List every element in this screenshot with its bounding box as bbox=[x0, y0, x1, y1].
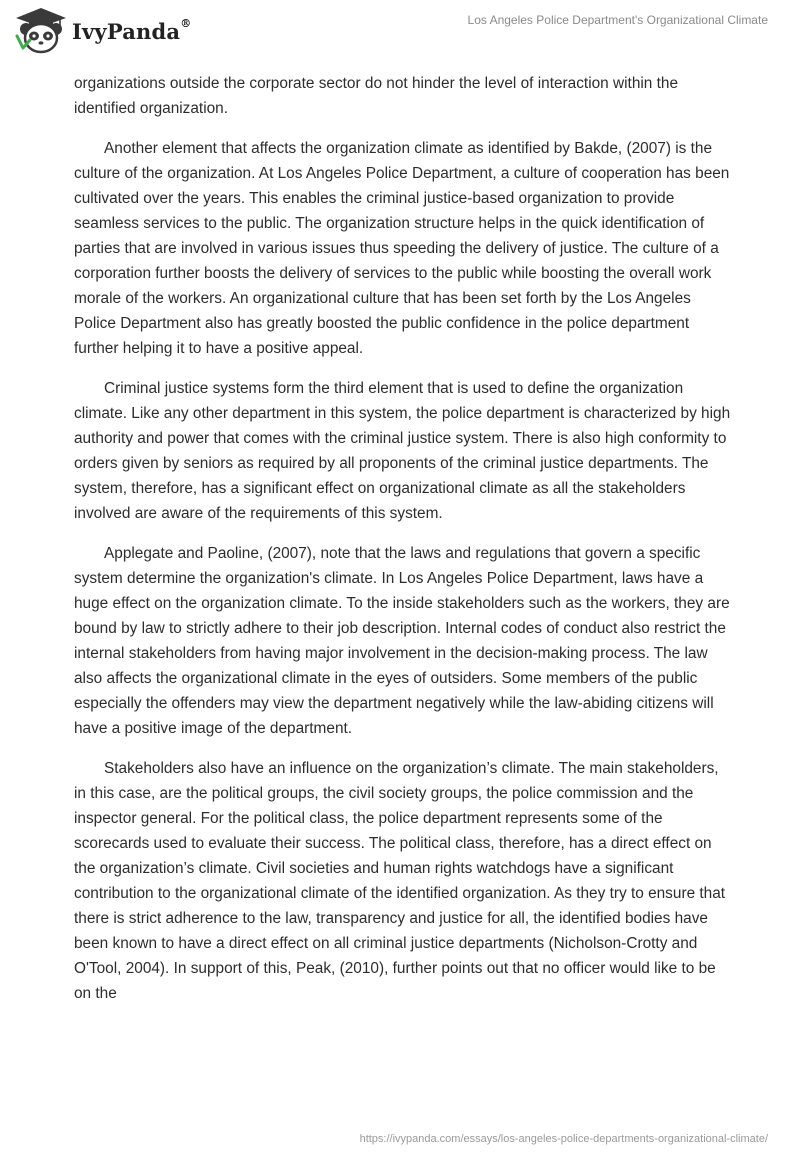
source-url[interactable]: https://ivypanda.com/essays/los-angeles-police-departments-organizational-climate/ bbox=[359, 1133, 768, 1145]
ivypanda-logo[interactable] bbox=[14, 6, 191, 56]
page-header bbox=[0, 0, 800, 62]
panda-graduate-icon bbox=[14, 6, 68, 56]
essay-body bbox=[74, 71, 734, 1021]
brand-name: IvyPanda® bbox=[72, 16, 192, 44]
document-title: Los Angeles Police Department's Organizational Climate bbox=[467, 13, 768, 27]
paragraph-laws-regulations: Applegate and Paoline, (2007), note that the laws and regulations that govern a specific system determine the organization's climate. In Los Angeles Police Department, laws have a huge effect on the organization climate. To the inside stakeholders such as the workers, they are bound by law to strictly adhere to their job description. Internal codes of conduct also restrict the internal stakeholders from having major involvement in the decision-making process. The law also affects the organizational climate in the eyes of outsiders. Some members of the public especially the offenders may view the department negatively while the law-abiding citizens will have a positive image of the department. bbox=[74, 545, 730, 737]
paragraph-culture: Another element that affects the organization climate as identified by Bakde, (2007) is the culture of the organization. At Los Angeles Police Department, a culture of cooperation has been cultivated over the years. This enables the criminal justice-based organization to provide seamless services to the public. The organization structure helps in the quick identification of parties that are involved in various issues thus speeding the delivery of justice. The culture of a corporation further boosts the delivery of services to the public while boosting the overall work morale of the workers. An organizational culture that has been set forth by the Los Angeles Police Department also has greatly boosted the public confidence in the police department further helping it to have a positive appeal. bbox=[74, 140, 730, 357]
paragraph-stakeholders: Stakeholders also have an influence on the organization’s climate. The main stakeholders, in this case, are the political groups, the civil society groups, the police commission and the inspector general. For the political class, the police department represents some of the scorecards used to evaluate their success. The political class, therefore, has a direct effect on the organization’s climate. Civil societies and human rights watchdogs have a significant contribution to the organizational climate of the identified organization. As they try to ensure that there is strict adherence to the law, transparency and justice for all, the identified bodies have been known to have a direct effect on all criminal justice departments (Nicholson-Crotty and O'Tool, 2004). In support of this, Peak, (2010), further points out that no officer would like to be on the bbox=[74, 760, 726, 1002]
paragraph-continuation: organizations outside the corporate sector do not hinder the level of interaction within the identified organization. bbox=[74, 75, 679, 117]
paragraph-criminal-justice-systems: Criminal justice systems form the third element that is used to define the organization climate. Like any other department in this system, the police department is characterized by high authority and power that comes with the criminal justice system. There is also high conformity to orders given by seniors as required by all proponents of the criminal justice departments. The system, therefore, has a significant effect on organizational climate as all the stakeholders involved are aware of the requirements of this system. bbox=[74, 380, 731, 522]
